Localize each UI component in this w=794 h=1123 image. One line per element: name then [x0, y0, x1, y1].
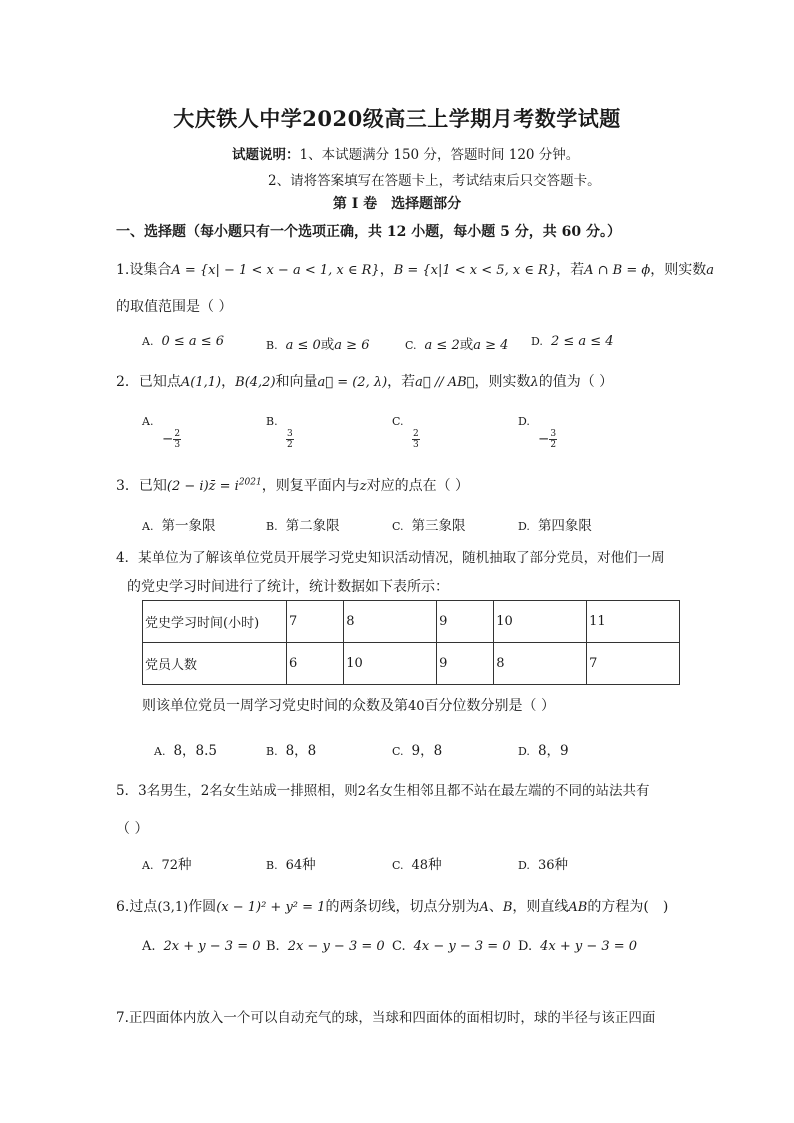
question-3-stem: 3．已知(2 − i)z̄ = $i^{2021}$，则复平面内与z对应的点在（ ） — [116, 477, 470, 494]
q1-option-d[interactable]: D. 2 ≤ a ≤ 4 — [531, 334, 614, 349]
question-4-stem: 4．某单位为了解该单位党员开展学习党史知识活动情况，随机抽取了部分党员，对他们一周 — [116, 550, 665, 566]
table-row — [143, 643, 680, 685]
table-cell: 8 — [344, 601, 437, 643]
table-cell: 11 — [587, 601, 680, 643]
q4-option-b[interactable]: B. 8，8 — [266, 743, 317, 759]
table-cell: 7 — [587, 643, 680, 685]
table-row-header: 党员人数 — [143, 643, 287, 685]
table-cell: 6 — [287, 643, 344, 685]
q3-option-a[interactable]: A. 第一象限 — [142, 518, 216, 534]
q4-option-c[interactable]: C. 9，8 — [392, 743, 443, 759]
section-heading: 一、选择题（每小题只有一个选项正确，共 12 小题，每小题 5 分，共 60 分。） — [116, 224, 621, 240]
q6-option-b[interactable]: B. 2x − y − 3 = 0 — [266, 939, 385, 954]
q3-option-b[interactable]: B. 第二象限 — [266, 518, 340, 534]
q1-option-c[interactable]: C. a ≤ 2或a ≥ 4 — [405, 337, 509, 353]
table-cell: 9 — [437, 643, 494, 685]
table-cell: 7 — [287, 601, 344, 643]
q2-option-a[interactable]: A. − $\frac{2}{3}$ — [142, 415, 181, 450]
question-1-stem-line2: 的取值范围是（ ） — [116, 299, 233, 315]
table-row-header: 党史学习时间(小时) — [143, 601, 287, 643]
q4-option-a[interactable]: A. 8，8.5 — [154, 743, 218, 759]
question-5-stem: 5．3名男生，2名女生站成一排照相，则2名女生相邻且都不站在最左端的不同的站法共有 — [116, 783, 650, 799]
q5-option-b[interactable]: B. 64种 — [266, 857, 316, 873]
q6-option-d[interactable]: D. 4x + y − 3 = 0 — [518, 939, 638, 954]
table-cell: 10 — [344, 643, 437, 685]
q2-option-b[interactable]: B. $\frac{3}{2}$ — [266, 415, 293, 450]
question-7-stem: 7.正四面体内放入一个可以自动充气的球，当球和四面体的面相切时，球的半径与该正四面 — [116, 1010, 656, 1026]
q3-option-d[interactable]: D. 第四象限 — [518, 518, 592, 534]
q1-option-a[interactable]: A. 0 ≤ a ≤ 6 — [142, 334, 225, 349]
question-6-stem: 6.过点(3,1)作圆(x − 1)² + y² = 1的两条切线，切点分别为A、B，则直线AB的方程为( ) — [116, 899, 669, 915]
q5-option-c[interactable]: C. 48种 — [392, 857, 442, 873]
part-heading: 第 I 卷 选择题部分 — [332, 196, 462, 212]
table-row — [143, 601, 680, 643]
q5-option-a[interactable]: A. 72种 — [142, 857, 192, 873]
q6-option-c[interactable]: C. 4x − y − 3 = 0 — [392, 939, 511, 954]
question-2-stem: 2．已知点A(1,1)，B(4,2)和向量a⃗ = (2, λ)，若a⃗ // AB⃗，则实数λ的值为（ ） — [116, 374, 614, 390]
study-time-table — [142, 600, 680, 685]
q3-option-c[interactable]: C. 第三象限 — [392, 518, 466, 534]
q1-option-b[interactable]: B. a ≤ 0或a ≥ 6 — [266, 337, 370, 353]
question-4-stem-line2: 的党史学习时间进行了统计，统计数据如下表所示： — [127, 579, 449, 595]
exam-note-2: 2、请将答案填写在答题卡上，考试结束后只交答题卡。 — [268, 173, 601, 189]
table-cell: 8 — [494, 643, 587, 685]
question-4-ask: 则该单位党员一周学习党史时间的众数及第40百分位数分别是（ ） — [142, 698, 555, 714]
note-label: 试题说明： — [232, 147, 300, 163]
table-cell: 10 — [494, 601, 587, 643]
question-1-stem: 1.设集合A = {x| − 1 < x − a < 1, x ∈ R}，B = {x|1 < x < 5, x ∈ R}，若A ∩ B = ϕ，则实数a — [116, 262, 715, 278]
exam-note-1: 试题说明：1、本试题满分 150 分，答题时间 120 分钟。 — [232, 147, 580, 163]
exam-title: 大庆铁人中学2020级高三上学期月考数学试题 — [173, 106, 621, 131]
table-cell: 9 — [437, 601, 494, 643]
q2-option-c[interactable]: C. $\frac{2}{3}$ — [392, 415, 419, 450]
q5-option-d[interactable]: D. 36种 — [518, 857, 568, 873]
question-5-stem-line2: （ ） — [116, 821, 149, 837]
q2-option-d[interactable]: D. − $\frac{3}{2}$ — [518, 415, 557, 450]
q4-option-d[interactable]: D. 8，9 — [518, 743, 569, 759]
q6-option-a[interactable]: A. 2x + y − 3 = 0 — [142, 939, 261, 954]
